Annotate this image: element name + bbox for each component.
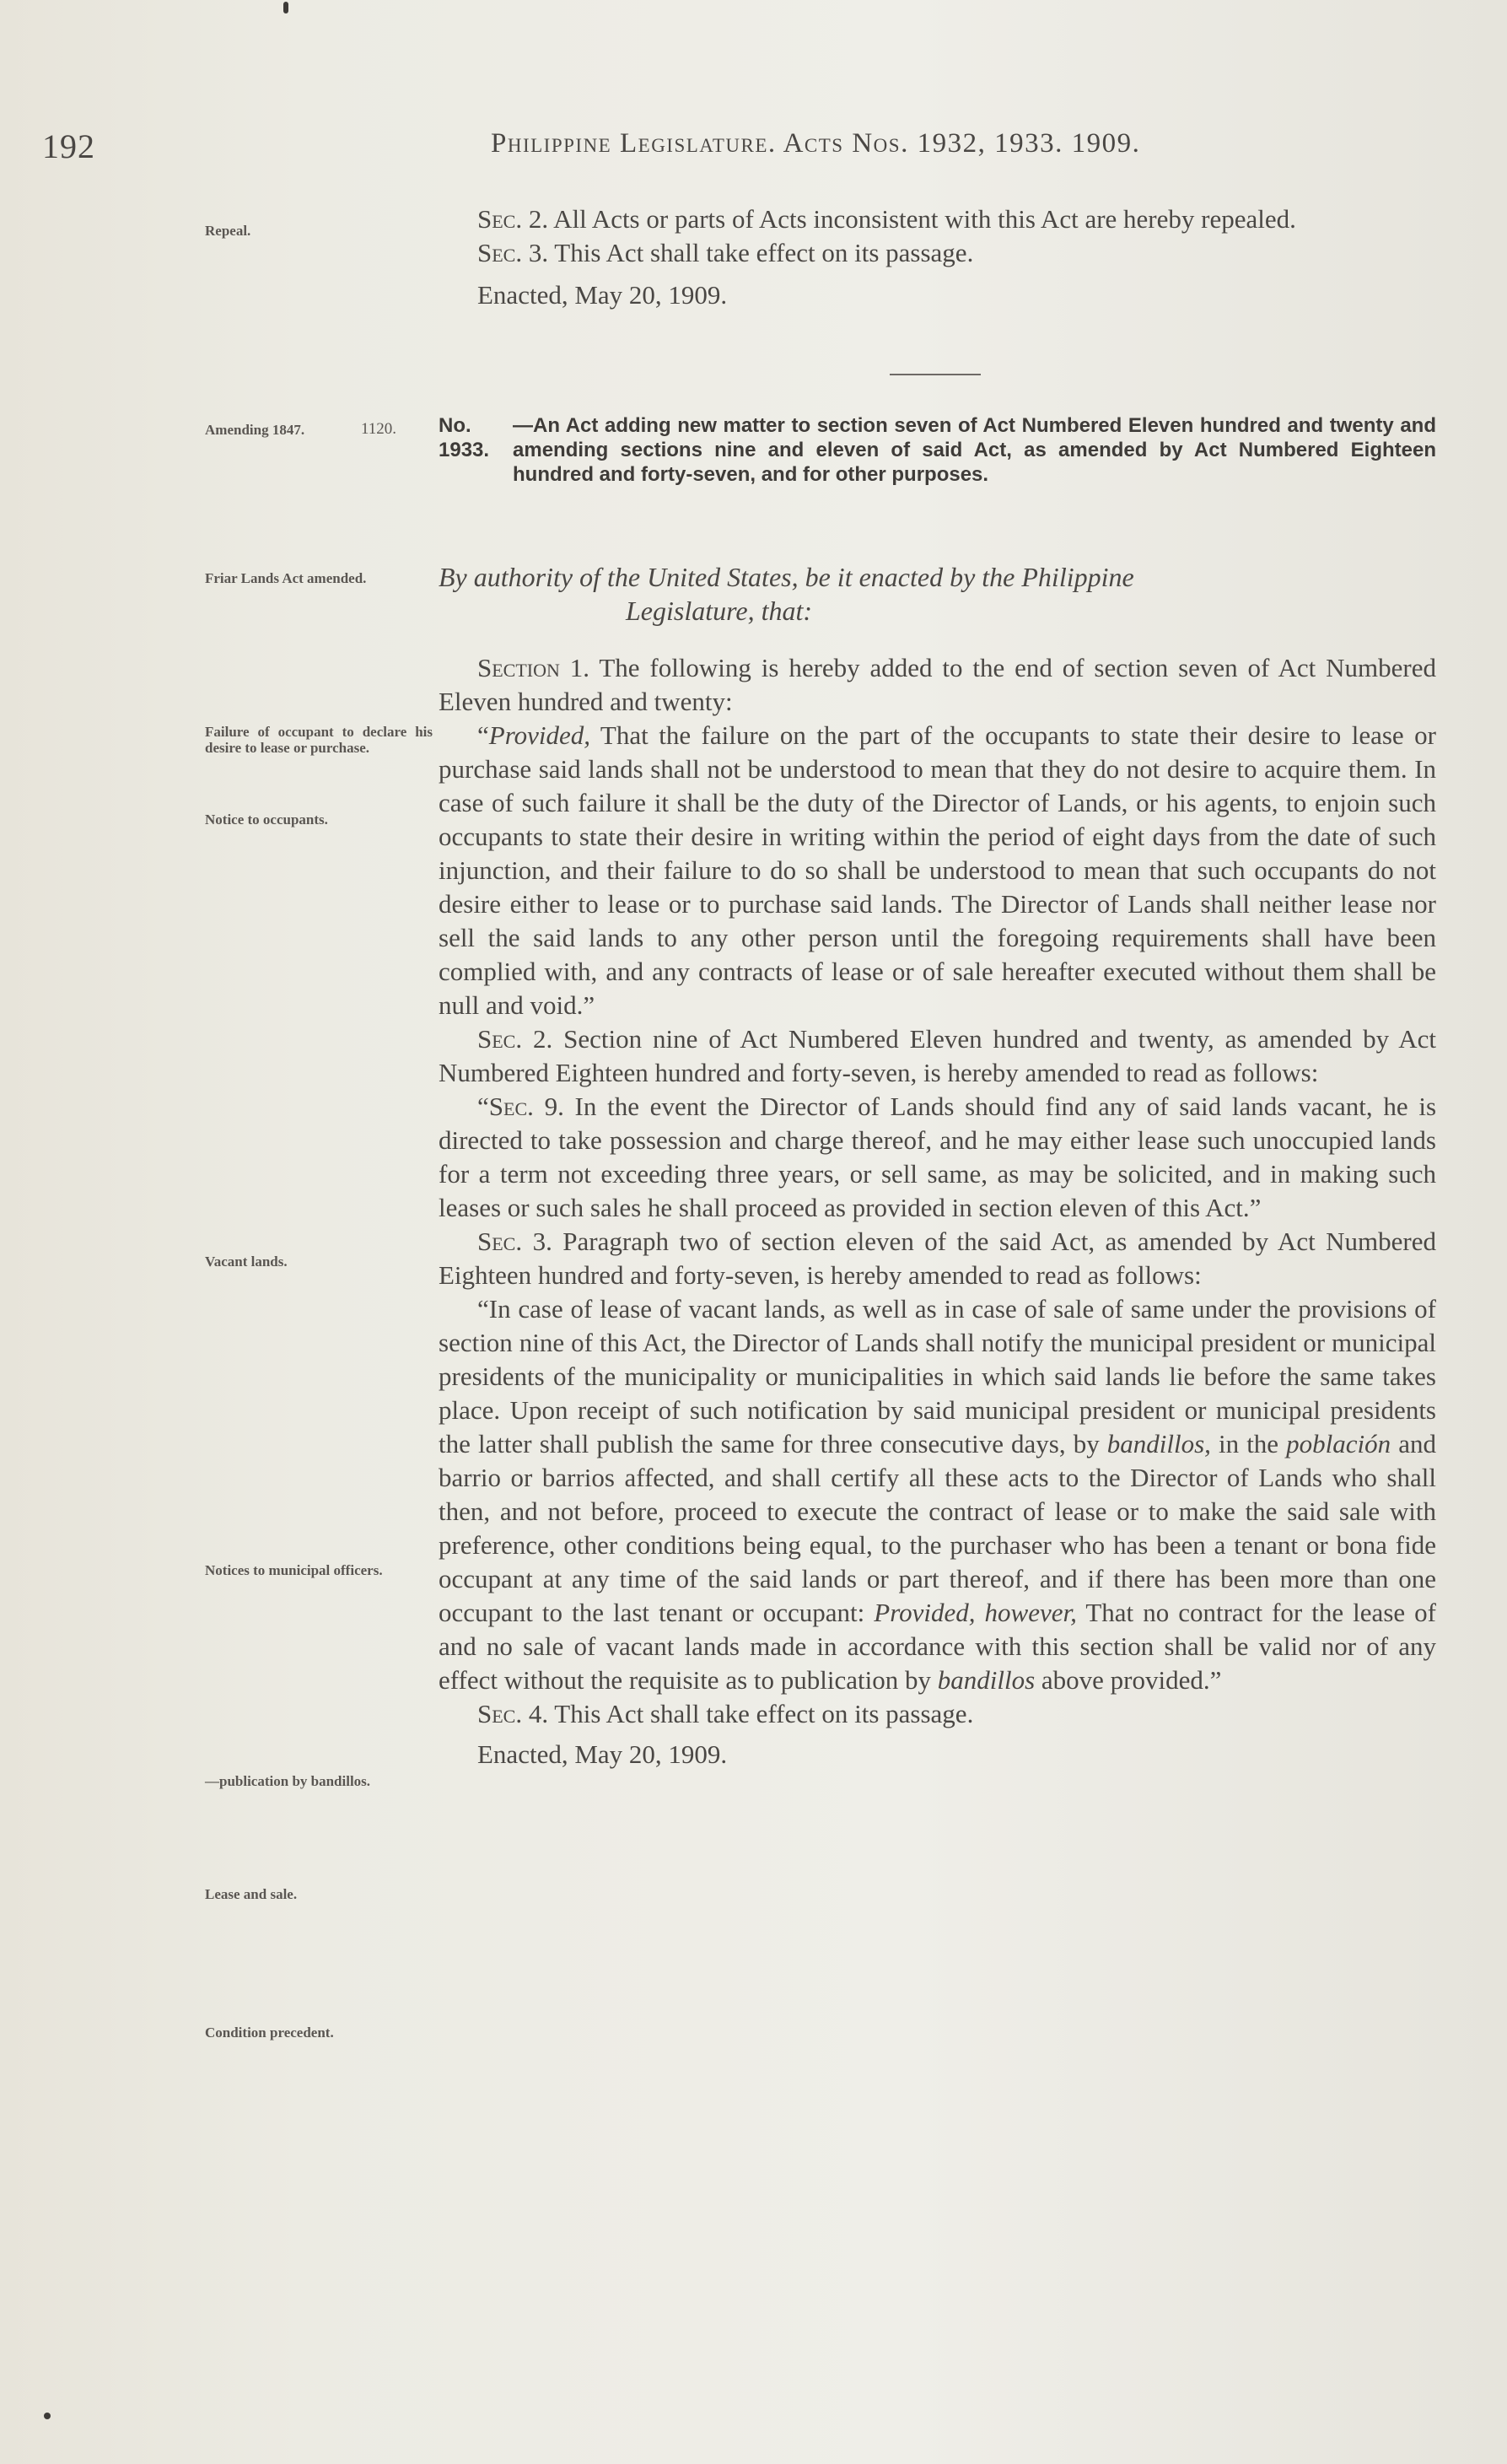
margin-note-vacant: Vacant lands. [205, 1254, 288, 1270]
sec-lead: “Sec. 9. [477, 1092, 564, 1121]
sec-lead: Sec. 2. [477, 1024, 553, 1054]
para-ital-bandillos-2: bandillos [937, 1665, 1036, 1695]
proviso-paragraph [439, 719, 1436, 1022]
margin-note-repeal: Repeal. [205, 223, 251, 239]
section-divider [890, 374, 981, 375]
paragraph-two-quote [439, 1292, 1436, 1697]
sec-text: In the event the Director of Lands should find any of said lands vacant, he is directed to take possession and charge thereof, and he may either lease such unoccupied lands for a term not exceeding three years, or sell same, as may be solicited, and in making such leases or such sales he shall proceed as provided in section eleven of this Act.” [439, 1092, 1437, 1222]
act-number: No. 1933. [439, 414, 490, 461]
act-1932-sec-3 [439, 236, 1436, 270]
page-number: 192 [42, 127, 95, 165]
act-1932-sec-2 [439, 202, 1436, 236]
act-1933-title [439, 413, 1436, 487]
margin-note-condition: Condition precedent. [205, 2025, 334, 2041]
sec-lead: Section 1. [477, 653, 590, 682]
sec-text: The following is hereby added to the end of section seven of Act Numbered Eleven hundred and twenty: [439, 653, 1436, 716]
sec-lead: Sec. 2. [477, 204, 549, 234]
enacting-line-2: Legislature, that: [626, 596, 813, 626]
sec-text: Section nine of Act Numbered Eleven hundred and twenty, as amended by Act Numbered Eighteen hundred and forty-seven, is hereby amended to read as follows: [439, 1024, 1436, 1087]
sec-lead: Sec. 3. [477, 238, 549, 267]
act-1932-end [439, 202, 1436, 312]
proviso-word: Provided, [488, 720, 590, 750]
margin-ref-1120: 1120. [361, 420, 397, 438]
margin-note-lease-sale: Lease and sale. [205, 1886, 298, 1902]
margin-note-failure: Failure of occupant to declare his desire to lease or purchase. [205, 724, 433, 756]
proviso-text: That the failure on the part of the occupants to state their desire to lease or purchase said lands shall not be understood to mean that they do not desire to acquire them. In case of such failure it shall be the duty of the Director of Lands, or his agents, to enjoin such occupants to state their desire in writing within the period of eight days from the date of such injunction, and their failure to do so shall be understood to mean that such occupants do not desire either to lease or to purchase said lands. The Director of Lands shall neither lease nor sell the said lands to any other person until the foregoing requirements shall have been complied with, and any contracts of lease or of sale hereafter executed without them shall be null and void.” [439, 720, 1436, 1020]
enacting-clause [439, 560, 1436, 628]
sec-text: This Act shall take effect on its passage. [548, 238, 974, 267]
para-text-i: above provided.” [1035, 1665, 1222, 1695]
section-9-quote [439, 1090, 1436, 1225]
sec-lead: Sec. 4. [477, 1699, 549, 1728]
act-1933-enacted: Enacted, May 20, 1909. [477, 1739, 728, 1769]
para-text-c: in the [1210, 1429, 1287, 1458]
para-text-g: That no contract for the lease of and no sale of vacant lands made in accordance with this section shall be valid nor of any effect without the requisite as to publication by [439, 1598, 1437, 1695]
act-1932-enacted: Enacted, May 20, 1909. [477, 280, 728, 310]
running-head: Philippine Legislature. Acts Nos. 1932, 1933. 1909. [491, 128, 1141, 159]
enacting-line-1: By authority of the United States, be it enacted by the Philippine [439, 562, 1134, 592]
act-title-text: —An Act adding new matter to section seven of Act Numbered Eleven hundred and twenty and amending sections nine and eleven of said Act, as amended by Act Numbered Eighteen hundred and forty-seven, and for other purposes. [513, 414, 1436, 486]
ink-speck-top [283, 2, 288, 13]
para-text-e: and barrio or barrios affected, and shall certify all these acts to the Director of Lands who shall then, and not before, proceed to execute the contract of lease or to make the said sale with preference, other conditions being equal, to the purchaser who has been a tenant or bona fide occupant at any time of the said lands or part thereof, and if there has been more than one occupant to the last tenant or occupant: [439, 1429, 1436, 1627]
section-4 [439, 1697, 1436, 1731]
sec-lead: Sec. 3. [477, 1227, 552, 1256]
margin-note-notice: Notice to occupants. [205, 811, 328, 828]
sec-text: All Acts or parts of Acts inconsistent with this Act are hereby repealed. [548, 204, 1296, 234]
para-ital-provided: Provided, however, [874, 1598, 1077, 1627]
para-ital-poblacion: población [1286, 1429, 1391, 1458]
sec-text: This Act shall take effect on its passage. [548, 1699, 974, 1728]
margin-note-friar-lands: Friar Lands Act amended. [205, 570, 367, 586]
open-quote: “ [477, 720, 489, 750]
act-1933-body [439, 651, 1436, 1771]
sec-text: Paragraph two of section eleven of the said Act, as amended by Act Numbered Eighteen hundred and forty-seven, is hereby amended to read as follows: [439, 1227, 1436, 1290]
margin-note-publication: —publication by bandillos. [205, 1773, 371, 1789]
section-1 [439, 651, 1436, 719]
para-ital-bandillos: bandillos, [1106, 1429, 1211, 1458]
ink-speck-left [44, 2413, 51, 2419]
para-text-a: “In case of lease of vacant lands, as well as in case of sale of same under the provisions of section nine of this Act, the Director of Lands shall notify the municipal president or municipal presidents of the municipality or municipalities in which said lands lie before the same takes place. Upon receipt of such notification by said municipal president or municipal presidents the latter shall publish the same for three consecutive days, by [439, 1294, 1436, 1458]
margin-note-notices-officers: Notices to municipal officers. [205, 1562, 383, 1578]
margin-note-amending: Amending 1847. [205, 422, 305, 438]
section-3 [439, 1225, 1436, 1292]
section-2 [439, 1022, 1436, 1090]
